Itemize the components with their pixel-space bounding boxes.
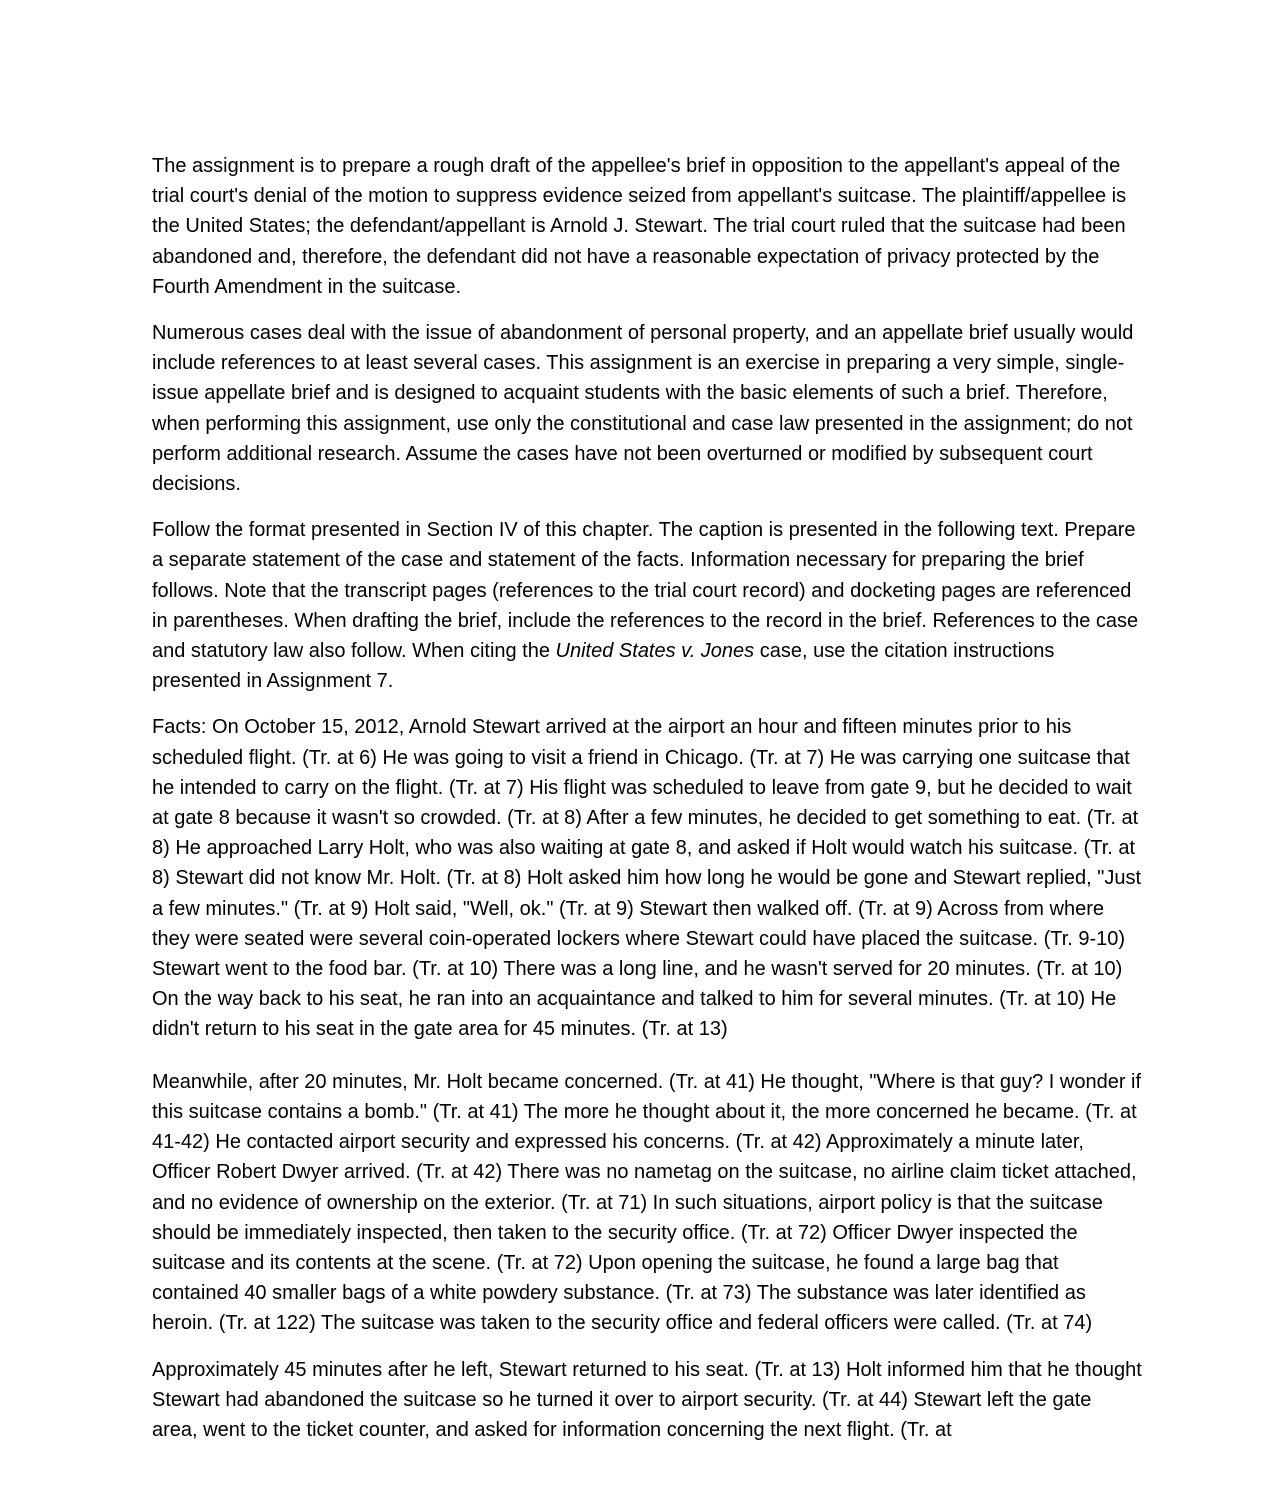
paragraph-assignment-intro: The assignment is to prepare a rough draft of the appellee's brief in opposition to the appellant's appeal of the trial court's denial of the motion to suppress evidence seized from appellant's suitcase. The plaintiff/appellee is the United States; the defendant/appellant is Arnold J. Stewart. The trial court ruled that the suitcase had been abandoned and, therefore, the defendant did not have a reasonable expectation of privacy protected by the Fourth Amendment in the suitcase. — [152, 155, 1127, 298]
paragraph-stewart-return: Approximately 45 minutes after he left, Stewart returned to his seat. (Tr. at 13) Holt informed him that he thought Stewart had abandoned the suitcase so he turned it over to airport security. (Tr. at 44) Stewart left the gate area, went to the ticket counter, and asked for information concerning the next flight. (Tr. at — [152, 1358, 1142, 1441]
paragraph-format-instructions — [152, 515, 1142, 696]
format-text-after-citation: case, use the citation instructions presented in Assignment 7. — [152, 640, 1055, 693]
paragraph-facts: Facts: On October 15, 2012, Arnold Stewart arrived at the airport an hour and fifteen minutes prior to his scheduled flight. (Tr. at 6) He was going to visit a friend in Chicago. (Tr. at 7) He was carrying one suitcase that he intended to carry on the flight. (Tr. at 7) His flight was scheduled to leave from gate 9, but he decided to wait at gate 8 because it wasn't so crowded. (Tr. at 8) After a few minutes, he decided to get something to eat. (Tr. at 8) He approached Larry Holt, who was also waiting at gate 8, and asked if Holt would watch his suitcase. (Tr. at 8) Stewart did not know Mr. Holt. (Tr. at 8) Holt asked him how long he would be gone and Stewart replied, "Just a few minutes." (Tr. at 9) Holt said, "Well, ok." (Tr. at 9) Stewart then walked off. (Tr. at 9) Across from where they were seated were several coin-operated lockers where Stewart could have placed the suitcase. (Tr. 9-10) Stewart went to the food bar. (Tr. at 10) There was a long line, and he wasn't served for 20 minutes. (Tr. at 10) On the way back to his seat, he ran into an acquaintance and talked to him for several minutes. (Tr. at 10) He didn't return to his seat in the gate area for 45 minutes. (Tr. at 13) — [152, 716, 1142, 1041]
paragraph-research-instructions: Numerous cases deal with the issue of abandonment of personal property, and an appellate brief usually would include references to at least several cases. This assignment is an exercise in preparing a very simple, single-issue appellate brief and is designed to acquaint students with the basic elements of such a brief. Therefore, when performing this assignment, use only the constitutional and case law presented in the assignment; do not perform additional research. Assume the cases have not been overturned or modified by subsequent court decisions. — [152, 322, 1134, 496]
paragraph-holt-concern: Meanwhile, after 20 minutes, Mr. Holt became concerned. (Tr. at 41) He thought, "Where is that guy? I wonder if this suitcase contains a bomb." (Tr. at 41) The more he thought about it, the more concerned he became. (Tr. at 41-42) He contacted airport security and expressed his concerns. (Tr. at 42) Approximately a minute later, Officer Robert Dwyer arrived. (Tr. at 42) There was no nametag on the suitcase, no airline claim ticket attached, and no evidence of ownership on the exterior. (Tr. at 71) In such situations, airport policy is that the suitcase should be immediately inspected, then taken to the security office. (Tr. at 72) Officer Dwyer inspected the suitcase and its contents at the scene. (Tr. at 72) Upon opening the suitcase, he found a large bag that contained 40 smaller bags of a white powdery substance. (Tr. at 73) The substance was later identified as heroin. (Tr. at 122) The suitcase was taken to the security office and federal officers were called. (Tr. at 74) — [152, 1070, 1142, 1335]
case-citation-italic: United States v. Jones — [555, 640, 755, 663]
format-text-before-citation: Follow the format presented in Section IV of this chapter. The caption is presented in the following text. Prepare a separate statement of the case and statement of the facts. Information necessary for preparing the brief follows. Note that the transcript pages (references to the trial court record) and docketing pages are referenced in parentheses. When drafting the brief, include the references to the record in the brief. References to the case and statutory law also follow. When citing the — [152, 519, 1139, 663]
document-body — [152, 151, 1142, 1461]
